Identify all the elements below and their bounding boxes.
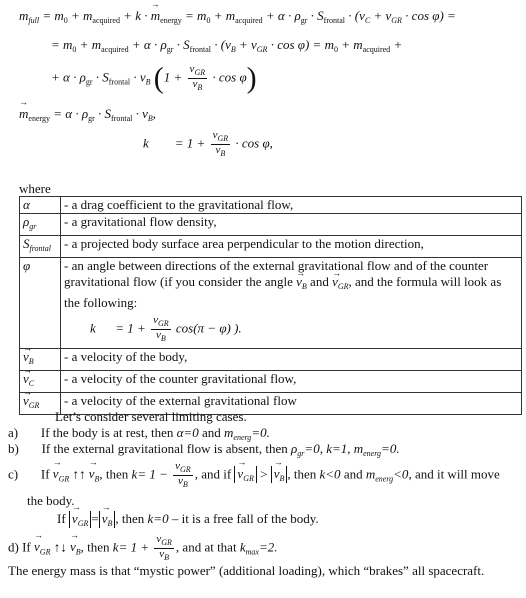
equation-line-2: = $m_0 + m_{acquired} + \alpha \cdot \rho_{gr} \cdot S_{frontal} \cdot (v_B + v_{GR} \cdot \cos \varphi) = m_0 + m_{acquired}$ + <box>51 37 403 54</box>
table-row: → $v_C$ - a velocity of the counter gravitational flow, <box>20 371 522 393</box>
table-row: $\rho_{gr}$ - a gravitational flow density, <box>20 214 522 236</box>
equation-line-4: → $m_{energy} = \alpha \cdot \rho_{gr} \cdot S_{frontal} \cdot v_B$, <box>19 106 156 123</box>
definitions-table <box>19 196 522 415</box>
case-a: a) If the body is at rest, then α=0 and $m_{energ}=0$. <box>8 425 270 442</box>
definition-text: - a drag coefficient to the gravitational flow, <box>61 197 522 214</box>
case-d: d) $If \to v_{GR}$ ↑↓ → $v_B$, then k= 1 + $\frac{v_{GR}}{v_B}$ , and at that $k_{max}=2$. <box>8 534 277 563</box>
table-row: → $v_B$ - a velocity of the body, <box>20 349 522 371</box>
definition-text: - an angle between directions of the external gravitational flow and of the counter gravitational flow (if you consider the angle → $v_B$ and → $v_{GR}$, and the formula will look as the following: k = 1 + $\frac{v_{GR}}{v_B}$ cos(π − φ) ). <box>61 258 522 349</box>
case-b: b) If the external gravitational flow is absent, then $\rho_{gr}=0$, k=1, $m_{energ}=0$. <box>8 441 400 458</box>
definition-text: - a gravitational flow density, <box>61 214 522 236</box>
table-row: → $v_{GR}$ - a velocity of the external gravitational flow <box>20 393 522 415</box>
where-label: where <box>19 181 51 196</box>
case-c: c) $If \to v_{GR}$ ↑↑ → $v_B$, then k= 1 − $\frac{v_{GR}}{v_B}$ , and if → $v_{GR}$ > → $v_B$ , then k<0 and $m_{energ}<0$, and it will move <box>8 461 500 490</box>
table-row: $S_{frontal}$ - a projected body surface area perpendicular to the motion direction, <box>20 236 522 258</box>
definition-text: - a projected body surface area perpendicular to the motion direction, <box>61 236 522 258</box>
intro-text: Let’s consider several limiting cases. <box>55 409 247 424</box>
equation-line-3: + $\alpha \cdot \rho_{gr} \cdot S_{frontal} \cdot v_B$ (1 + $\frac{v_{GR}}{v_B}$ · cos φ) <box>51 61 257 95</box>
closing-paragraph: The energy mass is that “mystic power” (additional loading), which “brakes” all spacecraft. <box>8 563 485 578</box>
definition-text: - a velocity of the counter gravitational flow, <box>61 371 522 393</box>
case-c-continued: the body. <box>27 493 75 508</box>
equation-line-1: $m_{full} = m_0 + m_{acquired} + k$ · → $m_{energy} = m_0 + m_{acquired} + \alpha \cdot \rho_{gr} \cdot S_{frontal} \cdot (v_C + v_{GR} \cdot \cos \varphi)$ = <box>19 8 456 25</box>
case-c-free-fall: $If \to v_{GR} =\to v_B$ , then k=0 – it is a free fall of the body. <box>57 511 319 528</box>
phi-formula: k = 1 + $\frac{v_{GR}}{v_B}$ cos(π − φ) ). <box>90 314 242 343</box>
table-row: φ - an angle between directions of the external gravitational flow and of the counter gravitational flow (if you consider the angle → $v_B$ and → $v_{GR}$, and the formula will look as the following: k = 1 + $\frac{v_{GR}}{v_B}$ cos(π − φ) ). <box>20 258 522 349</box>
equation-line-5: k = 1 + $\frac{v_{GR}}{v_B}$ · cos φ, <box>143 129 273 158</box>
definition-text: - a velocity of the body, <box>61 349 522 371</box>
table-row: α - a drag coefficient to the gravitational flow, <box>20 197 522 214</box>
definition-text: - a velocity of the external gravitational flow <box>61 393 522 415</box>
